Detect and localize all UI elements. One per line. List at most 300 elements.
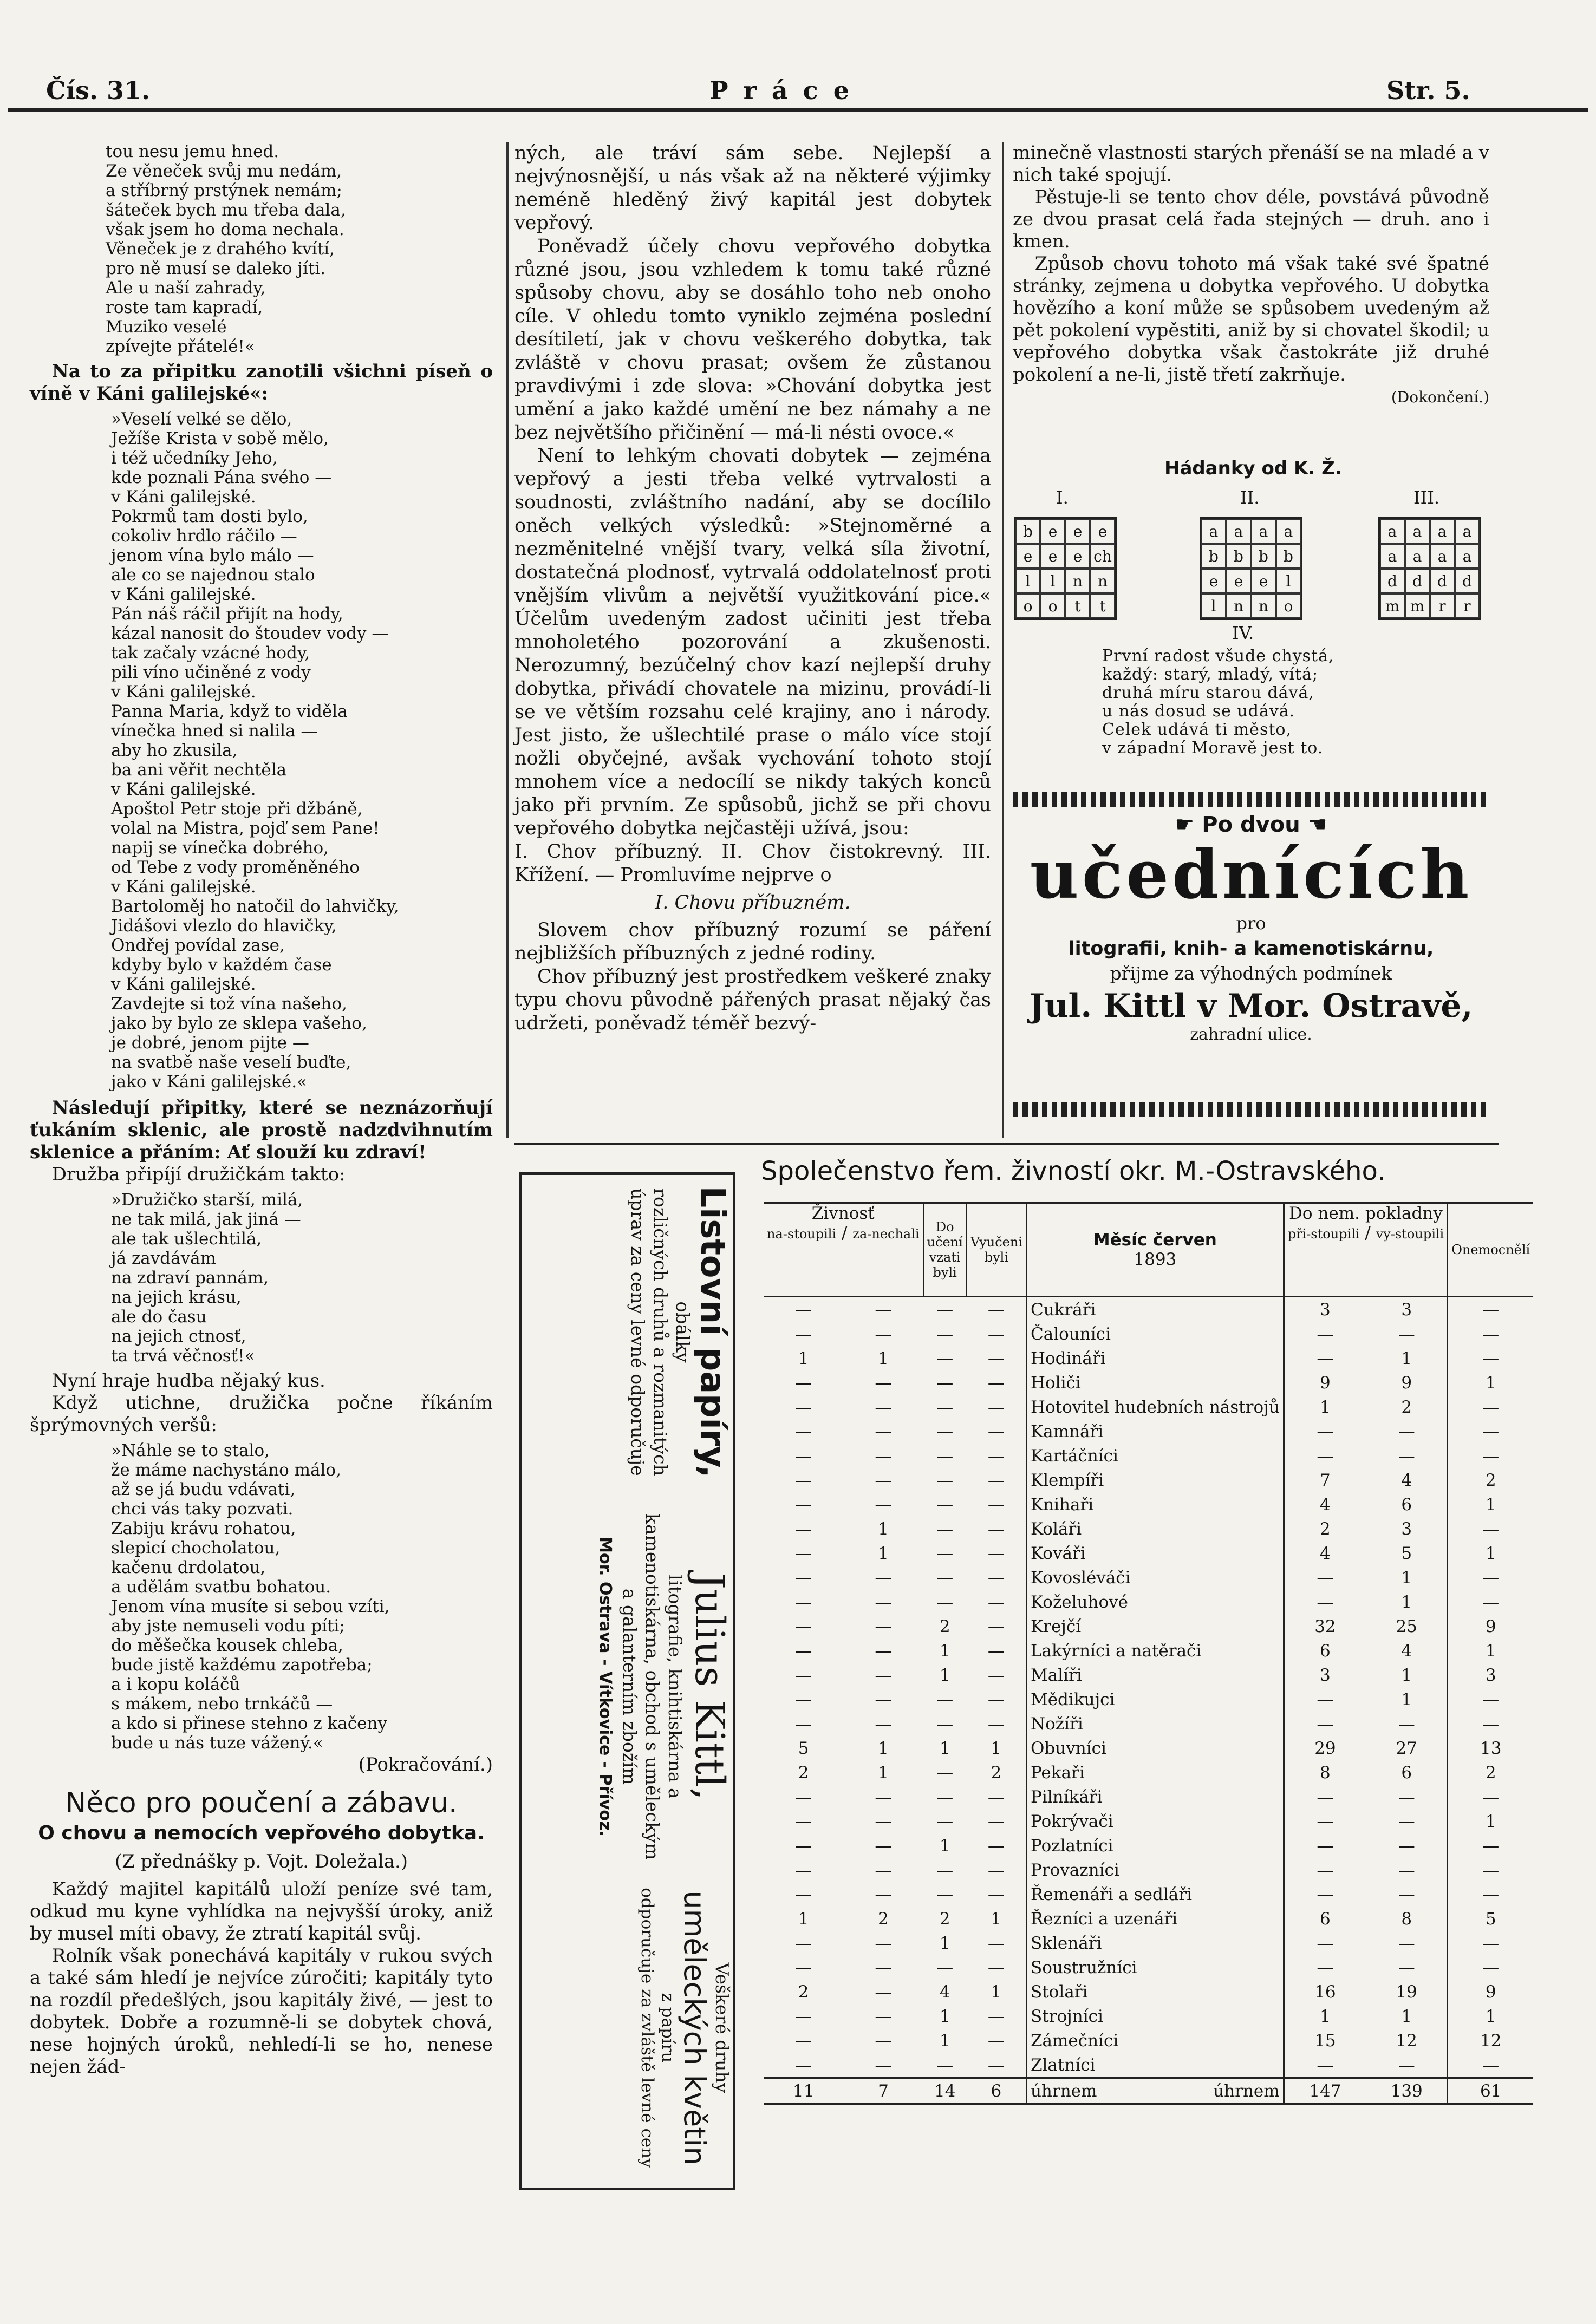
trade-name: Nožíři	[1026, 1712, 1284, 1736]
ad-big-text: učednících	[1030, 835, 1473, 914]
puzzle-cell: a	[1405, 544, 1430, 569]
trade-name: Kamnáři	[1026, 1419, 1284, 1444]
table-cell: —	[936, 1543, 954, 1563]
table-cell: —	[967, 1322, 1027, 1346]
table-cell: —	[967, 1785, 1027, 1809]
table-row	[764, 1907, 1533, 1931]
kittl-ad	[527, 1180, 733, 2177]
table-cell: —	[967, 1517, 1027, 1541]
table-cell: —	[1366, 1955, 1448, 1980]
table-cell: —	[1317, 1787, 1334, 1807]
puzzle-cell: a	[1276, 519, 1301, 544]
puzzle-cell: t	[1090, 593, 1115, 618]
table-cell: —	[936, 1519, 954, 1539]
table-cell: —	[795, 1836, 812, 1856]
table-cell: —	[1366, 1833, 1448, 1858]
puzzle-cell: e	[1040, 544, 1065, 569]
table-cell: 3	[1366, 1517, 1448, 1541]
table-cell: —	[967, 1638, 1027, 1663]
table-cell: 7	[1320, 1470, 1331, 1490]
ad-name: Jul. Kittl v Mor. Ostravě,	[1029, 987, 1473, 1025]
table-cell: —	[936, 1373, 954, 1393]
table-cell: —	[795, 1884, 812, 1904]
table-cell: 1	[878, 1762, 889, 1783]
table-cell: —	[1317, 1884, 1334, 1904]
table-cell: 3	[1485, 1665, 1496, 1685]
puzzle-cell: a	[1430, 519, 1455, 544]
stats-table	[764, 1202, 1533, 2105]
table-cell: —	[1366, 1419, 1448, 1444]
table-cell: 2	[798, 1982, 809, 2002]
table-cell: —	[1366, 1444, 1448, 1468]
trade-name: Knihaři	[1026, 1492, 1284, 1517]
table-cell: —	[967, 2004, 1027, 2028]
puzzle-cell: r	[1430, 593, 1455, 618]
puzzle-label-1: I.	[1056, 487, 1069, 508]
puzzle-cell: a	[1455, 544, 1480, 569]
col-sick: Onemocnělí	[1451, 1242, 1530, 1257]
puzzle-cell: e	[1226, 569, 1251, 593]
table-cell: 4	[1320, 1543, 1331, 1563]
puzzle-cell: o	[1015, 593, 1040, 618]
trade-name: Strojníci	[1026, 2004, 1284, 2028]
puzzle-grid-3	[1378, 517, 1481, 620]
ad-listovni-sub: obálky	[672, 1301, 693, 1363]
trade-name: Krejčí	[1026, 1614, 1284, 1638]
puzzle-cell: a	[1226, 519, 1251, 544]
column-3	[1013, 142, 1489, 408]
table-cell: —	[967, 1931, 1027, 1955]
table-row	[764, 1419, 1533, 1444]
puzzle-cell: t	[1065, 593, 1090, 618]
table-cell: —	[936, 1689, 954, 1709]
puzzle-cell: e	[1065, 519, 1090, 544]
table-cell: 1	[967, 1980, 1027, 2004]
table-cell: —	[936, 1592, 954, 1612]
paragraph: Pěstuje-li se tento chov déle, povstává původně ze dvou prasat celá řada stejných — druh. ano i kmen.	[1013, 186, 1489, 252]
trade-name: Řemenáři a sedláři	[1026, 1882, 1284, 1907]
table-cell: —	[1366, 1322, 1448, 1346]
table-cell: 1	[939, 2031, 950, 2051]
ad-kittl-title: Julius Kittl,	[686, 1573, 733, 1800]
trade-name: Pozlatníci	[1026, 1833, 1284, 1858]
table-cell: 1	[939, 1738, 950, 1758]
table-cell: 1	[798, 1348, 809, 1368]
puzzle-cell: b	[1276, 544, 1301, 569]
table-cell: —	[1366, 2053, 1448, 2078]
table-cell: —	[936, 1421, 954, 1441]
trade-name: Klempíři	[1026, 1468, 1284, 1492]
table-cell: 3	[1366, 1297, 1448, 1322]
table-row	[764, 1492, 1533, 1517]
table-cell: 1	[878, 1738, 889, 1758]
table-cell: 2	[1366, 1395, 1448, 1419]
table-cell: —	[967, 1955, 1027, 1980]
table-cell: —	[1482, 1957, 1500, 1977]
table-cell: 1	[1366, 1663, 1448, 1687]
table-cell: 1	[878, 1348, 889, 1368]
puzzle-cell: l	[1276, 569, 1301, 593]
trade-name: Hodináři	[1026, 1346, 1284, 1370]
ad-kittl-address: Mor. Ostrava - Vítkovice - Přívoz.	[596, 1537, 615, 1837]
trade-name: Hotovitel hudebních nástrojů	[1026, 1395, 1284, 1419]
table-row	[764, 2004, 1533, 2028]
table-cell: 1	[939, 1665, 950, 1685]
table-cell: —	[795, 1568, 812, 1588]
table-cell: —	[875, 1787, 892, 1807]
page-number: Str. 5.	[1386, 76, 1470, 105]
table-cell: 5	[798, 1738, 809, 1758]
table-row	[764, 1395, 1533, 1419]
table-cell: 1	[1366, 1590, 1448, 1614]
end-note: (Dokončení.)	[1391, 388, 1489, 406]
table-row	[764, 1468, 1533, 1492]
table-cell: 5	[1366, 1541, 1448, 1565]
trade-name: Stolaři	[1026, 1980, 1284, 2004]
poem-druzba: »Družičko starší, milá, ne tak milá, jak jiná — ale tak ušlechtilá, já zavdávám na zdraví pannám, na jejich krásu, ale do času na jejich ctnosť, ta trvá věčnosť!«	[111, 1190, 303, 1366]
paragraph: Každý majitel kapitálů uloží peníze své tam, odkud mu kyne vyhlídka na nejvyšší úroky, aniž by musel míti obavy, že ztratí kapitál svůj.	[30, 1878, 493, 1944]
table-cell: 2	[939, 1616, 950, 1636]
table-cell: —	[967, 1419, 1027, 1444]
puzzle-cell: e	[1090, 519, 1115, 544]
table-cell: —	[795, 1373, 812, 1393]
table-cell: —	[1482, 1300, 1500, 1320]
table-cell: —	[795, 1324, 812, 1344]
puzzle-cell: d	[1430, 569, 1455, 593]
table-cell: —	[795, 2055, 812, 2075]
table-cell: —	[1317, 1860, 1334, 1880]
table-cell: —	[875, 1665, 892, 1685]
table-cell: —	[875, 1933, 892, 1953]
table-row	[764, 2028, 1533, 2053]
table-row	[764, 1858, 1533, 1882]
table-cell: —	[967, 1687, 1027, 1712]
trade-name: Lakýrníci a natěrači	[1026, 1638, 1284, 1663]
table-cell: —	[1482, 1519, 1500, 1539]
table-cell: 9	[1485, 1616, 1496, 1636]
column-1	[30, 142, 493, 2078]
table-cell: —	[795, 1689, 812, 1709]
puzzle-cell: n	[1090, 569, 1115, 593]
table-cell: —	[936, 2055, 954, 2075]
paragraph: I. Chov příbuzný. II. Chov čistokrevný. III. Křížení. — Promluvíme nejprve o	[514, 841, 991, 886]
table-cell: —	[875, 1884, 892, 1904]
table-cell: 1	[878, 1519, 889, 1539]
table-cell: —	[875, 1982, 892, 2002]
pointing-hand-icon: ☛	[1175, 812, 1195, 837]
table-cell: —	[967, 1370, 1027, 1395]
table-cell: —	[936, 1884, 954, 1904]
table-cell: —	[875, 2055, 892, 2075]
column-divider	[1002, 142, 1004, 1138]
trade-name: Obuvníci	[1026, 1736, 1284, 1760]
table-cell: —	[1482, 1421, 1500, 1441]
trade-name: Čalouníci	[1026, 1322, 1284, 1346]
puzzle-cell: l	[1040, 569, 1065, 593]
table-cell: 29	[1314, 1738, 1336, 1758]
table-cell: —	[795, 1421, 812, 1441]
puzzle-cell: a	[1380, 544, 1405, 569]
table-cell: 13	[1480, 1738, 1502, 1758]
paragraph: minečně vlastnosti starých přenáší se na mladé a v nich také spojují.	[1013, 142, 1489, 186]
table-cell: —	[795, 1616, 812, 1636]
puzzle-cell: b	[1251, 544, 1276, 569]
table-cell: —	[875, 1714, 892, 1734]
table-cell: 9	[1366, 1370, 1448, 1395]
table-cell: —	[875, 1494, 892, 1514]
col-group-zivnost: Živnosť na-stoupili / za-nechali	[764, 1203, 923, 1297]
table-row	[764, 1565, 1533, 1590]
table-cell: —	[875, 1860, 892, 1880]
table-cell: —	[875, 2006, 892, 2026]
table-cell: 4	[939, 1982, 950, 2002]
column-divider	[506, 142, 509, 1138]
ad-kvetiny-paper: z papíru	[658, 1993, 678, 2063]
paragraph: Na to za připitku zanotili všichni píseň o víně v Káni galilejské«:	[30, 361, 493, 404]
paragraph: Nyní hraje hudba nějaký kus.	[51, 1370, 325, 1392]
table-cell: —	[875, 1568, 892, 1588]
table-cell: —	[875, 1446, 892, 1466]
table-cell: 12	[1366, 2028, 1448, 2053]
puzzle-grid-1	[1014, 517, 1117, 620]
table-cell: —	[795, 1933, 812, 1953]
trade-name: Kovosléváči	[1026, 1565, 1284, 1590]
table-cell: —	[1366, 1858, 1448, 1882]
trade-name: Kartáčníci	[1026, 1444, 1284, 1468]
table-cell: —	[1482, 1446, 1500, 1466]
table-cell: —	[967, 1346, 1027, 1370]
col-ucni: Do učení vzati byli	[923, 1203, 967, 1297]
table-cell: —	[875, 1811, 892, 1831]
table-cell: 5	[1485, 1909, 1496, 1929]
puzzle-cell: a	[1455, 519, 1480, 544]
puzzle-cell: a	[1430, 544, 1455, 569]
table-cell: —	[1317, 1957, 1334, 1977]
trade-name: Provazníci	[1026, 1858, 1284, 1882]
table-cell: —	[967, 1468, 1027, 1492]
table-cell: —	[967, 1809, 1027, 1833]
table-cell: —	[875, 1397, 892, 1417]
table-row	[764, 1346, 1533, 1370]
trade-name: Cukráři	[1026, 1297, 1284, 1322]
table-cell: —	[936, 1446, 954, 1466]
table-cell: 1	[1366, 1687, 1448, 1712]
table-cell: —	[1366, 1785, 1448, 1809]
table-cell: —	[795, 1592, 812, 1612]
table-cell: —	[795, 1470, 812, 1490]
trade-name: Zámečníci	[1026, 2028, 1284, 2053]
table-cell: —	[967, 1858, 1027, 1882]
ad-border-bottom	[1013, 1102, 1489, 1117]
table-cell: —	[795, 2031, 812, 2051]
table-cell: —	[1317, 1714, 1334, 1734]
table-cell: —	[1317, 1933, 1334, 1953]
table-cell: —	[1482, 1348, 1500, 1368]
table-cell: 8	[1366, 1907, 1448, 1931]
table-cell: —	[875, 1592, 892, 1612]
table-cell: 15	[1314, 2031, 1336, 2051]
ad-kittl-text: litografie, knihtiskárna a kamenotiskárna, obchod s uměleckým a galanterním zbožím	[619, 1513, 686, 1860]
article-source: (Z přednášky p. Vojt. Doležala.)	[114, 1851, 408, 1872]
paragraph: Družba připíjí družičkám takto:	[51, 1164, 346, 1185]
table-cell: —	[936, 1714, 954, 1734]
table-cell: 2	[939, 1909, 950, 1929]
table-cell: 6	[1320, 1641, 1331, 1661]
table-row	[764, 1590, 1533, 1614]
section-heading: Něco pro poučení a zábavu.	[65, 1787, 458, 1819]
puzzle-cell: e	[1251, 569, 1276, 593]
puzzle-label-4: IV.	[1232, 623, 1254, 643]
table-cell: —	[1317, 1811, 1334, 1831]
puzzle-cell: l	[1015, 569, 1040, 593]
ad-street: zahradní ulice.	[1190, 1025, 1312, 1044]
poem-svatba: tou nesu jemu hned. Ze věneček svůj mu nedám, a stříbrný prstýnek nemám; šáteček bych mu třeba dala, však jsem ho doma nechala. Věneček je z drahého kvítí, pro ně musí se daleko jíti. Ale u naší zahrady, roste tam kapradí, Muziko veselé zpívejte přátelé!«	[106, 142, 346, 356]
paragraph: Rolník však ponechává kapitály v rukou svých a také sám hledí je nejvíce zúročiti; kapitály tyto na rozdíl předešlých, jsou kapitály živé, — jest to dobytek. Dobře a rozumně-li se dobytek chová, nese hojných úroků, nehledí-li se ho, nenese nejen žád-	[30, 1945, 493, 2078]
ad-border-top	[1013, 792, 1489, 807]
paragraph: Slovem chov příbuzný rozumí se páření nejbližších příbuzných z jedné rodiny.	[514, 919, 991, 964]
table-cell: —	[1482, 1787, 1500, 1807]
pointing-hand-icon: ☚	[1307, 812, 1327, 837]
ad-trade: litografii, knih- a kamenotiskárnu,	[1068, 938, 1434, 959]
article-title: O chovu a nemocích vepřového dobytka.	[38, 1822, 485, 1844]
ad-apprentices	[1013, 812, 1489, 1044]
table-cell: —	[1482, 1836, 1500, 1856]
table-cell: —	[936, 1494, 954, 1514]
table-cell: —	[1317, 1324, 1334, 1344]
trade-name: Koláři	[1026, 1517, 1284, 1541]
table-cell: 6	[1366, 1760, 1448, 1785]
table-cell: —	[875, 1641, 892, 1661]
puzzle-cell: o	[1276, 593, 1301, 618]
table-cell: —	[967, 1882, 1027, 1907]
paragraph: Následují připitky, které se neznázorňují ťukáním sklenic, ale prostě nadzdvihnutím sklenice a přáním: Ať slouží ku zdraví!	[30, 1097, 493, 1163]
trade-name: Soustružníci	[1026, 1955, 1284, 1980]
trade-name: Holiči	[1026, 1370, 1284, 1395]
col-group-pokladny: Do nem. pokladny při-stoupili / vy-stoupili	[1284, 1203, 1448, 1297]
table-cell: —	[875, 1836, 892, 1856]
puzzle-cell: a	[1201, 519, 1226, 544]
puzzle-cell: n	[1226, 593, 1251, 618]
table-cell: —	[1317, 1836, 1334, 1856]
poem-druzicka: »Náhle se to stalo, že máme nachystáno málo, až se já budu vdávati, chci vás taky pozvati. Zabiju krávu rohatou, slepicí chocholatou, kačenu drdolatou, a udělám svatbu bohatou. Jenom vína musíte si sebou vzíti, aby jste nemuseli vodu píti; do měšečka kousek chleba, bude jistě každému zapotřeba; a i kopu koláčů s mákem, nebo trnkáčů — a kdo si přinese stehno z kačeny bude u nás tuze vážený.«	[111, 1441, 390, 1753]
table-cell: —	[795, 1397, 812, 1417]
table-cell: —	[875, 1689, 892, 1709]
puzzle-cell: d	[1455, 569, 1480, 593]
table-row	[764, 1687, 1533, 1712]
puzzle-cell: d	[1405, 569, 1430, 593]
table-row	[764, 1980, 1533, 2004]
puzzle-grid-2	[1200, 517, 1302, 620]
table-cell: 2	[1485, 1470, 1496, 1490]
table-cell: 3	[1320, 1665, 1331, 1685]
table-cell: 4	[1366, 1638, 1448, 1663]
paragraph: Není to lehkým chovati dobytek — zejména vepřový a jesti třeba velké vytrvalosti a soudnosti, zvláštního nadání, aby se docílilo oněch velkých výsledků: »Stejnoměrné a nezměnitelné vnější tvary, velká síla životní, dostatečná plodnosť, vytrvalá oddolatelnosť proti vnějším vlivům a největší využitkování pice.« Účelům uvedeným zadost učiniti jest třeba mnoholetého pozorování a zkušenosti. Nerozumný, bezúčelný chov kazí nejlepší druhy dobytka, přivádí chovatele na mizinu, provádí-li se ve větším rozsahu celé krajiny, ano i národy. Jest jisto, že ušlechtilé prase o málo více stojí nožli obyčejné, avšak vychování tohoto stojí mnohem více a nedocílí se nikdy takých konců jako při prvním. Ze spůsobů, jichž se při chovu vepřového dobytka nejčastěji užívá, jsou:	[514, 445, 991, 839]
table-cell: 1	[798, 1909, 809, 1929]
ad-accept: přijme za výhodných podmínek	[1110, 963, 1392, 984]
table-cell: —	[795, 1811, 812, 1831]
table-cell: —	[875, 1616, 892, 1636]
table-cell: —	[795, 1714, 812, 1734]
table-cell: 1	[1366, 1565, 1448, 1590]
table-cell: 2	[878, 1909, 889, 1929]
puzzle-label-2: II.	[1240, 487, 1260, 508]
paragraph: Chov příbuzný jest prostředkem veškeré znaky typu chovu původně pářených prasat nějaký čas udržeti, poněvadž téměř bezvý-	[514, 966, 991, 1034]
table-cell: —	[1366, 1931, 1448, 1955]
table-cell: 2	[1485, 1762, 1496, 1783]
puzzle-cell: l	[1201, 593, 1226, 618]
puzzle-cell: b	[1226, 544, 1251, 569]
paragraph: Poněvadž účely chovu vepřového dobytka různé jsou, jsou vzhledem k tomu také různé spůsoby chovu, aby se dosáhlo toho neb onoho cíle. V ohledu tomto vyniklo zejména poslední desítiletí, jak v chovu veškerého dobytka, tak zvláště v chovu prasat; ovšem že zůstanou pravdivými i zde slova: »Chování dobytka jest umění a jako každé umění ne bez námahy a ne bez největšího přičinění — má-li nésti ovoce.«	[514, 236, 991, 443]
table-row	[764, 1736, 1533, 1760]
puzzle-cell: a	[1251, 519, 1276, 544]
table-cell: 2	[798, 1762, 809, 1783]
puzzle-cell: n	[1065, 569, 1090, 593]
table-cell: —	[967, 1565, 1027, 1590]
table-cell: 2	[967, 1760, 1027, 1785]
table-cell: 32	[1314, 1616, 1336, 1636]
table-cell: —	[1366, 1809, 1448, 1833]
table-row	[764, 2053, 1533, 2078]
table-cell: —	[795, 1446, 812, 1466]
table-cell: —	[795, 2006, 812, 2026]
table-cell: 27	[1366, 1736, 1448, 1760]
table-row	[764, 1638, 1533, 1663]
table-cell: —	[936, 1300, 954, 1320]
table-cell: 1	[1485, 1543, 1496, 1563]
trade-name: Malíři	[1026, 1663, 1284, 1687]
table-cell: 6	[1320, 1909, 1331, 1929]
table-row	[764, 1809, 1533, 1833]
trade-name: Zlatníci	[1026, 2053, 1284, 2078]
table-cell: —	[967, 1663, 1027, 1687]
trade-name: Koželuhové	[1026, 1590, 1284, 1614]
newspaper-title: P r á c e	[709, 76, 852, 105]
puzzle-cell: n	[1251, 593, 1276, 618]
ad-listovni-title: Listovní papíry,	[693, 1186, 733, 1478]
table-cell: 1	[1366, 2004, 1448, 2028]
table-cell: —	[936, 1324, 954, 1344]
table-cell: —	[967, 1590, 1027, 1614]
table-cell: —	[936, 1470, 954, 1490]
table-cell: —	[875, 1373, 892, 1393]
table-cell: 1	[1485, 2006, 1496, 2026]
table-cell: —	[1482, 1568, 1500, 1588]
trade-name: Pilníkáři	[1026, 1785, 1284, 1809]
table-cell: —	[795, 1300, 812, 1320]
table-cell: 1	[1485, 1641, 1496, 1661]
puzzle-cell: e	[1015, 544, 1040, 569]
puzzle-cell: ch	[1090, 544, 1115, 569]
subheading: I. Chovu příbuzném.	[655, 892, 851, 913]
puzzle-cell: m	[1380, 593, 1405, 618]
col-vyuceni: Vyučeni byli	[967, 1203, 1027, 1297]
table-cell: —	[1482, 2055, 1500, 2075]
table-cell: —	[1317, 1592, 1334, 1612]
table-cell: —	[936, 1348, 954, 1368]
table-cell: —	[1482, 1324, 1500, 1344]
table-cell: 4	[1366, 1468, 1448, 1492]
table-cell: —	[936, 1957, 954, 1977]
totals-row: 11 7 14 6 úhrnem úhrnem 147 139 61	[764, 2078, 1533, 2104]
table-cell: —	[967, 1833, 1027, 1858]
table-cell: —	[967, 1712, 1027, 1736]
poem-kana: »Veselí velké se dělo, Ježíše Krista v sobě mělo, i též učedníky Jeho, kde poznali Pána svého — v Káni galilejské. Pokrmů tam dosti bylo, cokoliv hrdlo ráčilo — jenom vína bylo málo — ale co se najednou stalo v Káni galilejské. Pán náš ráčil přijít na hody, kázal nanosit do štoudev vody — tak začaly vzácné hody, pili víno učiněné z vody v Káni galilejské. Panna Maria, když to viděla vínečka hned si nalila — aby ho zkusila, ba ani věřit nechtěla v Káni galilejské. Apoštol Petr stoje při džbáně, volal na Mistra, pojď sem Pane! napij se vínečka dobrého, od Tebe z vody proměněného v Káni galilejské. Bartoloměj ho natočil do lahvičky, Jidášovi vlezlo do hlavičky, Ondřej povídal zase, kdyby bylo v každém čase v Káni galilejské. Zavdejte si tož vína našeho, jako by bylo ze sklepa vašeho, je dobré, jenom pijte — na svatbě naše veselí buďte, jako v Káni galilejské.«	[111, 409, 399, 1092]
table-cell: —	[795, 1494, 812, 1514]
table-cell: —	[1482, 1860, 1500, 1880]
table-cell: —	[1317, 1446, 1334, 1466]
puzzle-cell: r	[1455, 593, 1480, 618]
table-cell: 1	[939, 1836, 950, 1856]
